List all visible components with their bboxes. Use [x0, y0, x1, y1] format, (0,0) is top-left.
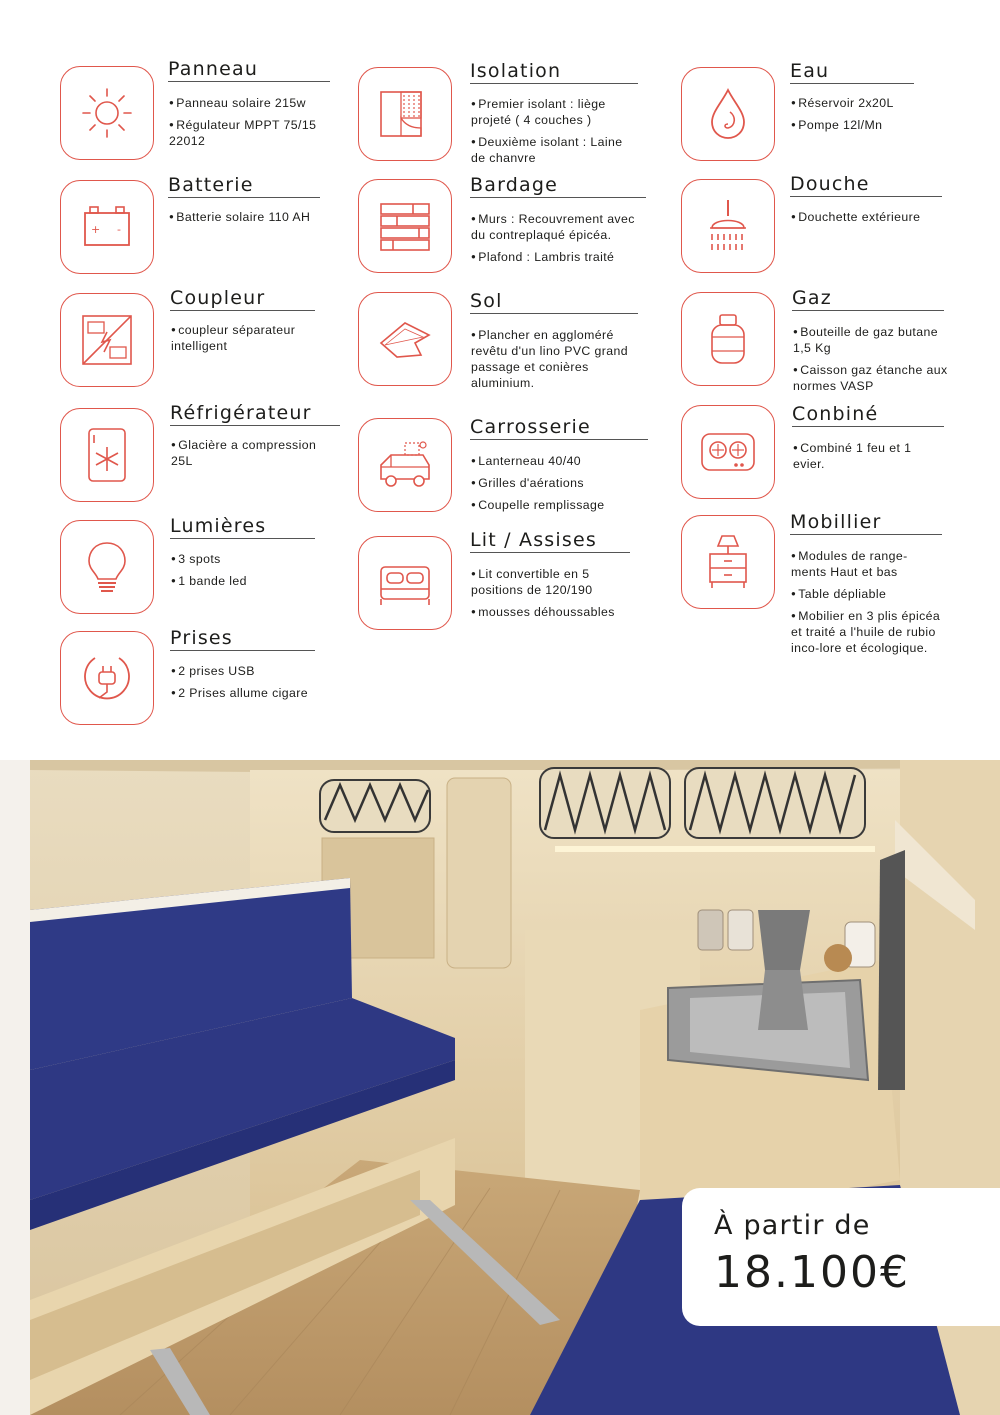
feature-title: Isolation — [470, 60, 638, 84]
furniture-icon — [681, 515, 775, 609]
feature-title: Réfrigérateur — [170, 402, 340, 426]
feature-title: Bardage — [470, 174, 646, 198]
fridge-icon — [60, 408, 154, 502]
feature-items — [171, 437, 341, 475]
feature-title: Douche — [790, 173, 942, 197]
feature-item: ● Plancher en aggloméré revêtu d'un lino PVC grand passage et conières aluminium. — [471, 327, 631, 391]
feature-title: Prises — [170, 627, 315, 651]
feature-item: ● Glacière a compression 25L — [171, 437, 341, 469]
van-interior-photo — [0, 760, 1000, 1415]
van-icon — [358, 418, 452, 512]
feature-items — [791, 95, 941, 139]
shower-icon — [681, 179, 775, 273]
feature-items — [471, 566, 641, 626]
feature-title: Gaz — [792, 287, 944, 311]
sun-icon — [60, 66, 154, 160]
feature-title: Panneau — [168, 58, 330, 82]
feature-item: ● Batterie solaire 110 AH — [169, 209, 334, 225]
feature-item: ● Caisson gaz étanche aux normes VASP — [793, 362, 953, 394]
feature-items — [793, 440, 943, 478]
feature-item: ● Douchette extérieure — [791, 209, 951, 225]
stove-icon — [681, 405, 775, 499]
feature-items — [169, 95, 334, 155]
feature-title: Coupleur — [170, 287, 315, 311]
price-label: À partir de — [714, 1210, 871, 1241]
feature-items — [793, 324, 953, 400]
price-card — [682, 1188, 1000, 1326]
feature-item: ● Murs : Recouvrement avec du contreplaqué épicéa. — [471, 211, 639, 243]
feature-item: ● Grilles d'aérations — [471, 475, 641, 491]
water-drop-icon — [681, 67, 775, 161]
feature-title: Lumières — [170, 515, 315, 539]
feature-item: ● mousses déhoussables — [471, 604, 641, 620]
svg-text:-: - — [117, 223, 121, 236]
feature-title: Sol — [470, 290, 638, 314]
light-bulb-icon — [60, 520, 154, 614]
feature-items — [791, 548, 941, 662]
planks-icon — [358, 179, 452, 273]
feature-item: ● coupleur séparateur intelligent — [171, 322, 336, 354]
feature-item: ● Bouteille de gaz butane 1,5 Kg — [793, 324, 953, 356]
bed-icon — [358, 536, 452, 630]
feature-items — [169, 209, 334, 231]
feature-item: ● 1 bande led — [171, 573, 321, 589]
floor-plan-icon — [358, 292, 452, 386]
feature-title: Batterie — [168, 174, 320, 198]
feature-items — [471, 96, 636, 172]
insulation-roll-icon — [358, 67, 452, 161]
feature-items — [791, 209, 951, 231]
feature-item: ● Panneau solaire 215w — [169, 95, 334, 111]
feature-title: Conbiné — [792, 403, 944, 427]
feature-items — [171, 663, 321, 707]
feature-item: ● Table dépliable — [791, 586, 941, 602]
feature-item: ● Régulateur MPPT 75/15 22012 — [169, 117, 334, 149]
plug-icon — [60, 631, 154, 725]
feature-title: Carrosserie — [470, 416, 648, 440]
feature-item: ● Mobilier en 3 plis épicéa et traité a l'huile de rubio inco-lore et écologique. — [791, 608, 941, 656]
feature-item: ● 2 Prises allume cigare — [171, 685, 321, 701]
feature-item: ● Réservoir 2x20L — [791, 95, 941, 111]
feature-item: ● Premier isolant : liège projeté ( 4 couches ) — [471, 96, 636, 128]
battery-coupler-icon — [60, 293, 154, 387]
gas-bottle-icon — [681, 292, 775, 386]
feature-items — [471, 453, 641, 519]
feature-item: ● Plafond : Lambris traité — [471, 249, 639, 265]
feature-item: ● Deuxième isolant : Laine de chanvre — [471, 134, 636, 166]
feature-item: ● 2 prises USB — [171, 663, 321, 679]
feature-item: ● Lit convertible en 5 positions de 120/190 — [471, 566, 641, 598]
feature-items — [171, 551, 321, 595]
price-value: 18.100€ — [714, 1247, 910, 1298]
feature-title: Lit / Assises — [470, 529, 630, 553]
feature-title: Eau — [790, 60, 914, 84]
svg-text:+: + — [91, 223, 101, 236]
feature-item: ● Pompe 12l/Mn — [791, 117, 941, 133]
feature-item: ● Lanterneau 40/40 — [471, 453, 641, 469]
feature-items — [471, 211, 639, 271]
feature-title: Mobillier — [790, 511, 942, 535]
battery-icon — [60, 180, 154, 274]
feature-items — [171, 322, 336, 360]
feature-item: ● Coupelle remplissage — [471, 497, 641, 513]
feature-item: ● Modules de range-ments Haut et bas — [791, 548, 941, 580]
feature-item: ● Combiné 1 feu et 1 evier. — [793, 440, 943, 472]
feature-item: ● 3 spots — [171, 551, 321, 567]
feature-items — [471, 327, 631, 397]
